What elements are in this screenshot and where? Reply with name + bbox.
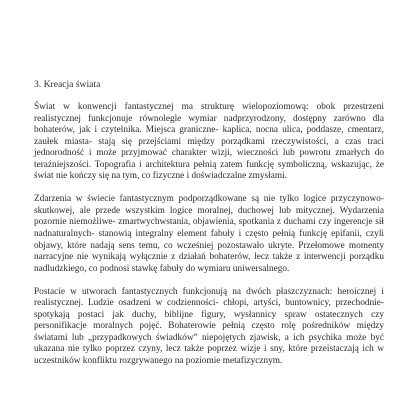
paragraph-world-structure: Świat w konwencji fantastycznej ma strukturę wielopoziomową: obok przestrzeni realistycznej funkcjonuje równolegle wymiar nadprzyrodzony, dostępny zarówno dla bohaterów, jak i czytelnika. Miejsca graniczne- kaplica, nocna ulica, poddasze, cmentarz, zaułek miasta- stają się przejściami między porządkami rzeczywistości, a czas traci jednorodność i może przyjmować charakter wizji, wieczności lub powrotu zmarłych do teraźniejszości. Topografia i architektura pełnią zatem funkcję symboliczną, wskazując, że świat nie kończy się na tym, co fizyczne i doświadczalne zmysłami. <box>34 102 384 182</box>
section-heading: 3. Kreacja świata <box>34 79 101 90</box>
document-page <box>34 79 384 367</box>
paragraph-characters: Postacie w utworach fantastycznych funkcjonują na dwóch płaszczyznach: heroicznej i realistycznej. Ludzie osadzeni w codzienności- chłopi, artyści, buntownicy, przechodnie- spotykają postaci jak duchy, biblijne figury, wysłannicy spraw ostatecznych czy personifikacje moralnych pojęć. Bohaterowie pełnią często rolę pośredników między światami lub „przypadkowych świadków” niepojętych zjawisk, a ich psychika może być ukazana nie tylko poprzez czyny, lecz także poprzez wizje i sny, które przeistaczają ich w uczestników konfliktu rozgrywanego na poziomie metafizycznym. <box>34 286 384 366</box>
paragraph-events-logic: Zdarzenia w świecie fantastycznym podporządkowane są nie tylko logice przyczynowo-skutkowej, ale przede wszystkim logice moralnej, duchowej lub mitycznej. Wydarzenia pozornie niemożliwe- zmartwychwstania, objawienia, spotkania z duchami czy ingerencje sił nadnaturalnych- stanowią integralny element fabuły i często pełnią funkcję epifanii, czyli objawy, które nadają sens temu, co wcześniej pozostawało ukryte. Przełomowe momenty narracyjne nie wynikają wyłącznie z działań bohaterów, lecz także z interwencji porządku nadludzkiego, co podnosi stawkę fabuły do wymiaru uniwersalnego. <box>34 194 384 274</box>
